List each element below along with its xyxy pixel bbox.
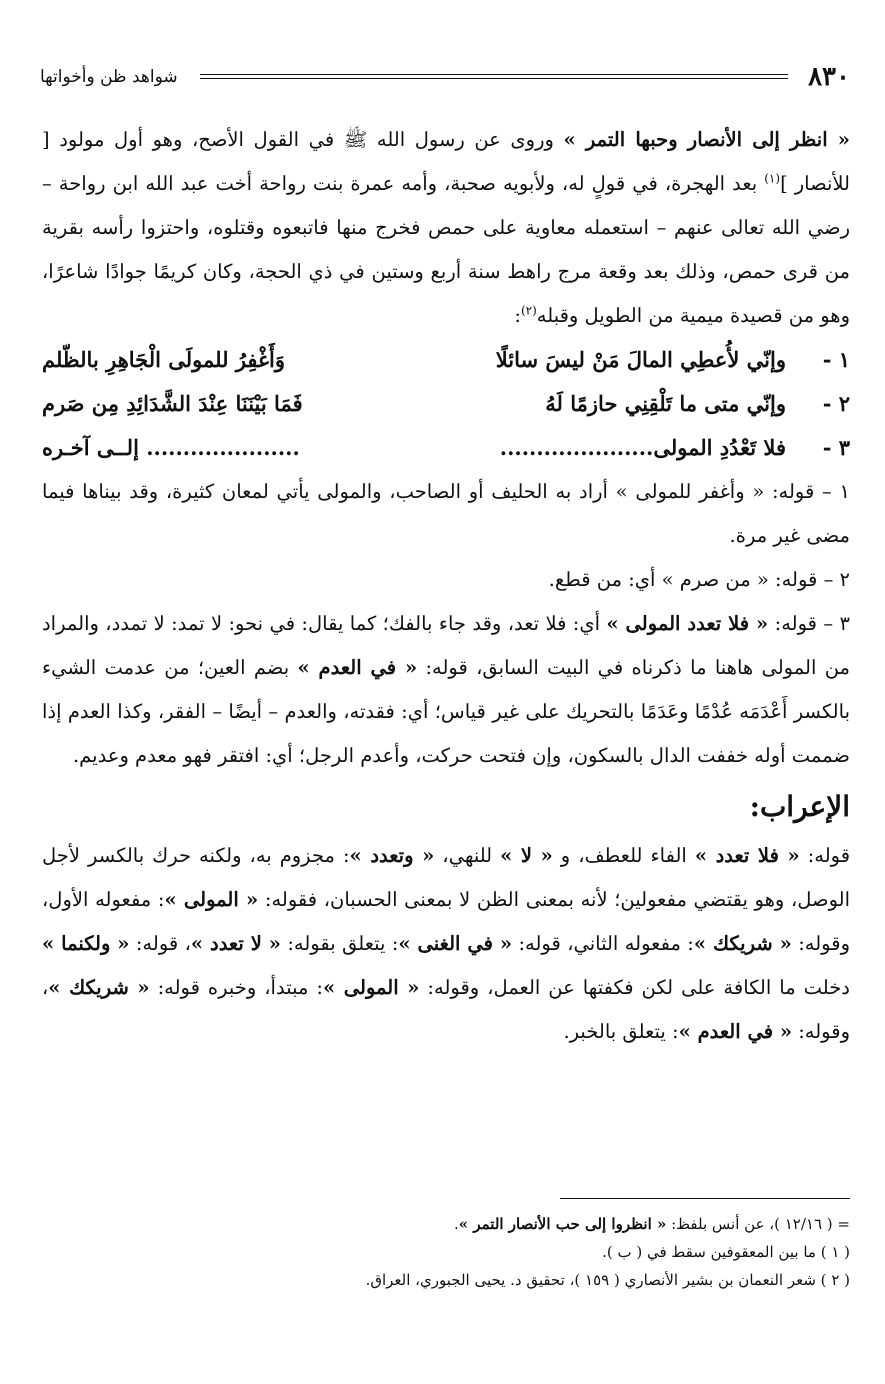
note-3-term-2: « في العدم » [297, 656, 418, 679]
intro-text-a: وروى عن رسول الله ﷺ في القول الأصح، وهو أول مولود [ للأنصار ] [42, 128, 850, 195]
irab-term: « ولكنما » [42, 932, 130, 955]
irab-text: ، وقوله: [42, 976, 850, 1043]
note-3 [42, 602, 850, 778]
irab-term: « لا تعدد » [190, 932, 281, 955]
note-3-term-1: « فلا تعدد المولى » [606, 612, 769, 635]
verse-second-hemistich: ..................... إلــى آخـره [42, 435, 300, 460]
irab-text: : يتعلق بالخبر. [563, 1020, 679, 1043]
verse-first-hemistich: فلا تَعْدُدِ المولى..................... [499, 435, 786, 460]
footnote-cont-text: = ( ١٢/١٦ )، عن أنس بلفظ: [666, 1215, 850, 1233]
irab-text: للنهي، [434, 844, 501, 867]
verse-number: ٢ - [822, 391, 850, 416]
verse-first-hemistich: وإنّي لأُعطِي المالَ مَنْ ليسَ سائلًا [495, 347, 786, 372]
verse-line-3 [42, 426, 850, 470]
footnote-1: ( ١ ) ما بين المعقوفين سقط في ( ب ). [602, 1243, 850, 1261]
verse-number: ٣ - [822, 435, 850, 460]
verse-line-1 [42, 338, 850, 382]
main-text [42, 118, 850, 1054]
verse-number: ١ - [822, 347, 850, 372]
verse-line-2 [42, 382, 850, 426]
header-double-rule [200, 74, 788, 79]
irab-term: « المولى » [164, 888, 259, 911]
running-title: شواهد ظن وأخواتها [40, 67, 178, 87]
footnote-marker-1: (١) [764, 171, 781, 186]
footnote-separator [560, 1198, 850, 1199]
page-number: ٨٣٠ [808, 62, 850, 92]
note-3-text-a: ٣ – قوله: [768, 612, 850, 635]
irab-term: « في العدم » [678, 1020, 793, 1043]
intro-text-b: بعد الهجرة، في قولٍ له، ولأبويه صحبة، وأمه عمرة بنت رواحة أخت عبد الله ابن رواحة – رضي الله تعالى عنهم – استعمله معاوية على حمص فخرج منها فاتبعوه وقتلوه، واحتزوا رأسه بقرية من قرى حمص، وذلك بعد وقعة مرج راهط سنة أربع وستين في ذي الحجة، وكان كريمًا جوادًا شاعرًا، وهو من قصيدة ميمية من الطويل وقبله [42, 172, 850, 327]
footnote-cont-end: . [453, 1215, 459, 1233]
irab-term: « في الغنى » [398, 932, 513, 955]
verse-second-hemistich: وَأَغْفِرُ للمولَى الْجَاهِرِ بالظّلم [42, 347, 285, 372]
irab-text: : مبتدأ، وخبره قوله: [149, 976, 323, 999]
irab-paragraph [42, 834, 850, 1054]
irab-text: الفاء للعطف، و [552, 844, 695, 867]
irab-term: « فلا تعدد » [694, 844, 800, 867]
irab-text: قوله: [799, 844, 851, 867]
irab-text: : مفعوله الثاني، قوله: [512, 932, 694, 955]
irab-text: : مجزوم به، ولكنه حرك بالكسر لأجل الوصل، وهو يقتضي مفعولين؛ لأنه بمعنى الظن لا بمعنى الحسبان، فقوله: [42, 844, 851, 911]
irab-term: « شريكك » [48, 976, 150, 999]
irab-term: « المولى » [322, 976, 420, 999]
irab-text: دخلت ما الكافة على لكن فكفتها عن العمل، وقوله: [419, 976, 850, 999]
irab-text: ، قوله: [129, 932, 191, 955]
irab-term: « شريكك » [693, 932, 792, 955]
note-3-text-c: بضم العين؛ من عدمت الشيء بالكسر أَعْدَمَه عُدْمًا وعَدَمًا بالتحريك على غير قياس؛ أي: فقدته، والعدم – أيضًا – الفقر، وكذا العدم إذا ضممت أوله خففت الدال بالسكون، وإن فتحت حركت، وأعدم الرجل؛ أي: افتقر فهو معدم وعديم. [42, 656, 850, 767]
footnote-continuation [40, 1210, 850, 1238]
irab-term: « لا » [500, 844, 553, 867]
footnote-2: ( ٢ ) شعر النعمان بن بشير الأنصاري ( ١٥٩ )، تحقيق د. يحيى الجبوري، العراق. [365, 1271, 850, 1289]
section-heading-irab: الإعراب: [749, 790, 850, 823]
irab-text: : يتعلق بقوله: [280, 932, 399, 955]
intro-paragraph [42, 118, 850, 338]
verse-second-hemistich: فَمَا بَيْنَنَا عِنْدَ الشَّدَائِدِ مِن صَرم [42, 391, 303, 416]
note-3-text-b: أي: فلا تعد، وقد جاء بالفك؛ كما يقال: في نحو: لا تمد: لا تمدد، والمراد من المولى هاهنا ما ذكرناه في البيت السابق، قوله: [42, 612, 850, 679]
page-header [40, 62, 850, 92]
irab-term: « وتعدد » [349, 844, 435, 867]
footnote-cont-quote: « انظروا إلى حب الأنصار التمر » [458, 1215, 667, 1233]
footnote-marker-2: (٢) [520, 303, 537, 318]
note-1: ١ – قوله: « وأغفر للمولى » أراد به الحليف أو الصاحب، والمولى يأتي لمعان كثيرة، وقد بيناها فيما مضى غير مرة. [42, 480, 850, 547]
intro-text-end: : [514, 304, 521, 327]
footnotes [40, 1210, 850, 1294]
irab-text: : مفعوله الأول، وقوله: [42, 888, 850, 955]
note-2: ٢ – قوله: « من صرم » أي: من قطع. [548, 568, 850, 591]
quoted-hadith: « انظر إلى الأنصار وحبها التمر » [563, 128, 850, 151]
verse-first-hemistich: وإنّي متى ما تَلْقِنِي حازمًا لَهُ [545, 391, 786, 416]
